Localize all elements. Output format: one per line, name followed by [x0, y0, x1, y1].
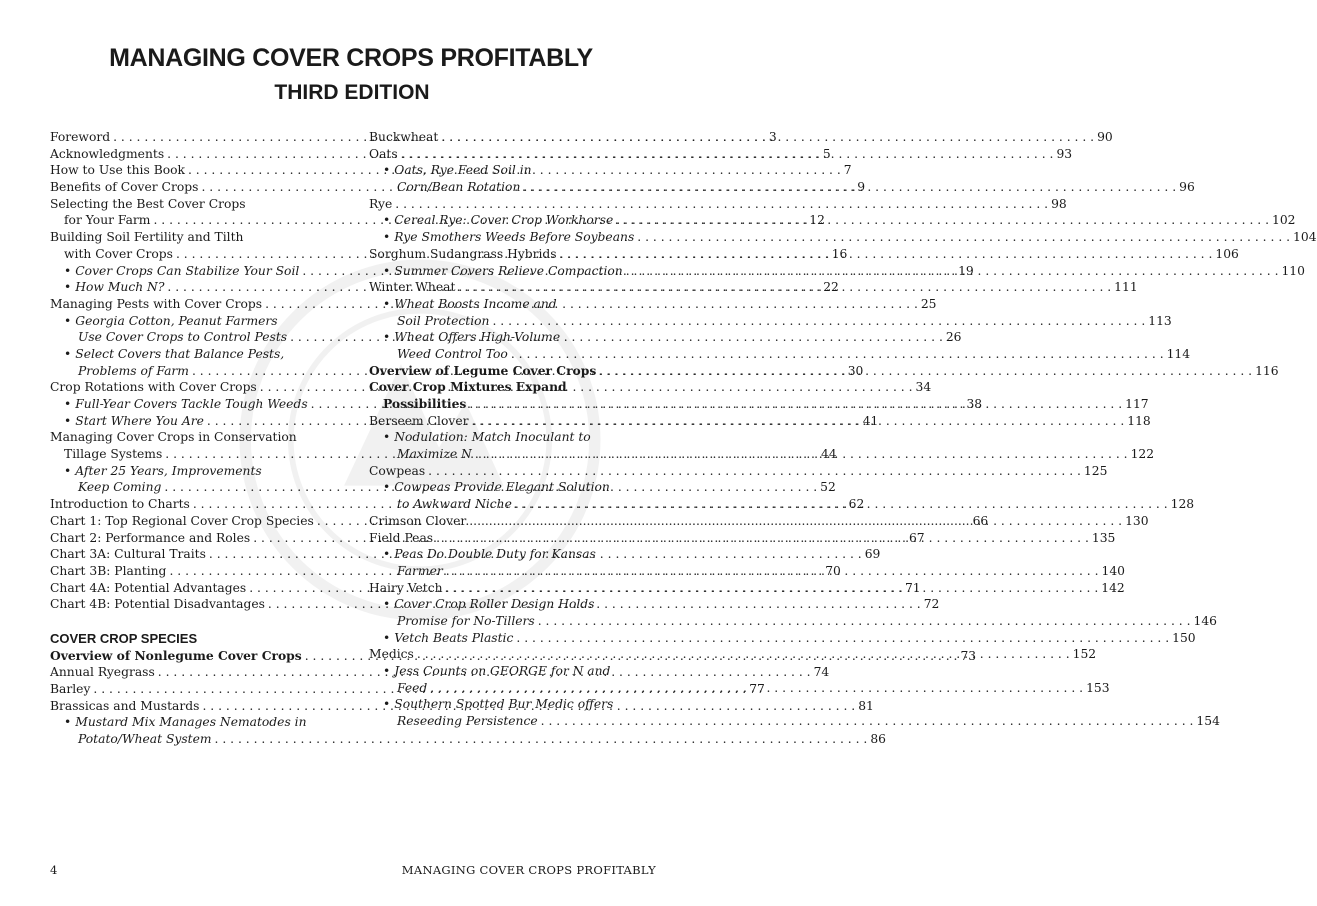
- toc-entry-title: Acknowledgments: [50, 146, 165, 161]
- toc-entry-title: Chart 1: Top Regional Cover Crop Species: [50, 513, 314, 528]
- toc-entry-page: 142: [1101, 580, 1125, 595]
- toc-entry-title: Chart 4A: Potential Advantages: [50, 580, 247, 595]
- page-title: MANAGING COVER CROPS PROFITABLY: [109, 44, 593, 72]
- toc-dot-leader: [557, 246, 1216, 263]
- toc-entry-title: • Jess Counts on GEORGE for N and: [383, 664, 610, 678]
- toc-entry: [369, 696, 649, 713]
- toc-dot-leader: [398, 146, 1057, 163]
- toc-dot-leader: [433, 530, 1092, 547]
- toc-entry-page: 25: [920, 296, 937, 311]
- toc-entry-title: Brassicas and Mustards: [50, 698, 200, 713]
- toc-entry: [50, 429, 330, 446]
- toc-entry-page: 117: [1125, 397, 1149, 411]
- toc-entry-title: for Your Farm: [64, 213, 151, 228]
- toc-entry: [369, 613, 1217, 630]
- toc-dot-leader: [443, 580, 1102, 597]
- toc-entry: [369, 179, 1195, 196]
- toc-entry-title: • After 25 Years, Improvements: [64, 464, 262, 478]
- toc-entry-page: 90: [1097, 130, 1113, 144]
- toc-dot-leader: [392, 196, 1051, 213]
- toc-entry-title: • Cover Crop Roller Design Holds: [383, 597, 594, 611]
- toc-entry: [50, 196, 330, 213]
- toc-dot-leader: [489, 313, 1148, 330]
- toc-entry-page: 122: [1130, 447, 1155, 462]
- toc-entry: [369, 296, 649, 313]
- toc-entry-title: Possibilities: [383, 396, 467, 411]
- toc-entry-title: Benefits of Cover Crops: [50, 180, 199, 195]
- toc-entry-title: with Cover Crops: [64, 246, 173, 261]
- toc-dot-leader: [634, 229, 1293, 246]
- toc-entry-title: • Start Where You Are: [64, 413, 204, 430]
- toc-entry: [369, 229, 1317, 246]
- toc-section-heading: COVER CROP SPECIES: [50, 630, 198, 646]
- toc-entry-page: 146: [1193, 613, 1217, 628]
- toc-entry: [369, 463, 1108, 480]
- toc-entry-page: 71: [904, 580, 921, 595]
- toc-entry-page: 110: [1281, 263, 1305, 278]
- toc-entry: [369, 129, 1113, 146]
- toc-entry-title: Cowpeas: [369, 463, 426, 478]
- toc-entry-page: 77: [749, 682, 765, 696]
- toc-entry-page: 96: [1179, 180, 1195, 195]
- toc-entry-title: Introduction to Charts: [50, 497, 190, 512]
- toc-entry-page: 150: [1172, 630, 1196, 645]
- toc-entry-page: 125: [1083, 463, 1108, 478]
- toc-entry-page: 140: [1101, 563, 1125, 578]
- toc-entry: [369, 196, 1067, 213]
- toc-entry-title: Hairy Vetch: [369, 580, 443, 595]
- toc-entry-title: Use Cover Crops to Control Pests: [78, 330, 288, 345]
- toc-entry: [369, 313, 1172, 330]
- toc-entry-page: 62: [848, 497, 865, 512]
- toc-entry-title: • Mustard Mix Manages Nematodes in: [64, 715, 307, 729]
- toc-entry-page: 26: [945, 330, 962, 345]
- toc-entry-title: Keep Coming: [78, 480, 162, 495]
- toc-entry-title: to Awkward Niche: [397, 497, 512, 512]
- toc-entry: [369, 663, 649, 680]
- toc-entry-page: 104: [1293, 230, 1317, 245]
- toc-entry-title: Chart 2: Performance and Roles: [50, 530, 251, 545]
- toc-entry-page: 111: [1114, 280, 1138, 295]
- toc-entry-title: • Cover Crops Can Stabilize Your Soil: [64, 263, 299, 280]
- toc-dot-leader: [538, 713, 1197, 730]
- toc-entry-title: Overview of Legume Cover Crops: [369, 362, 597, 378]
- toc-entry-page: 116: [1255, 363, 1279, 378]
- toc-entry-title: Maximize N: [397, 447, 472, 462]
- toc-entry-page: 118: [1127, 413, 1151, 428]
- toc-entry-title: Barley: [50, 682, 91, 696]
- toc-entry-title: Corn/Bean Rotation: [397, 180, 521, 195]
- toc-entry-title: Crop Rotations with Cover Crops: [50, 380, 257, 395]
- toc-entry: [50, 714, 330, 731]
- toc-entry-title: Tillage Systems: [64, 447, 163, 462]
- toc-entry-title: Chart 3B: Planting: [50, 563, 167, 578]
- footer-running-title: MANAGING COVER CROPS PROFITABLY: [401, 863, 656, 877]
- toc-entry: [369, 162, 649, 179]
- toc-dot-leader: [613, 212, 1272, 229]
- toc-entry: [50, 313, 330, 330]
- toc-entry-page: 19: [958, 263, 974, 278]
- toc-entry-title: Annual Ryegrass: [50, 665, 155, 680]
- toc-entry-page: 38: [966, 397, 983, 411]
- toc-dot-leader: [513, 630, 1172, 647]
- toc-dot-leader: [425, 463, 1084, 480]
- toc-entry: [369, 596, 649, 613]
- toc-entry-title: Overview of Nonlegume Cover Crops: [50, 647, 302, 663]
- toc-entry-title: Building Soil Fertility and Tilth: [50, 230, 244, 245]
- toc-entry-page: 66: [972, 513, 989, 528]
- toc-entry-page: 52: [820, 480, 836, 495]
- toc-dot-leader: [596, 363, 1255, 380]
- toc-dot-leader: [414, 646, 1073, 663]
- toc-entry-title: Rye: [369, 196, 393, 211]
- toc-entry-title: • Georgia Cotton, Peanut Farmers: [64, 314, 278, 328]
- toc-entry-page: 44: [821, 447, 837, 462]
- toc-entry-title: Sorghum Sudangrass Hybrids: [369, 246, 557, 261]
- toc-entry-page: 102: [1272, 213, 1296, 228]
- toc-entry: [369, 429, 649, 446]
- toc-entry: [369, 346, 1191, 363]
- toc-dot-leader: [212, 731, 871, 748]
- toc-entry: [369, 479, 649, 496]
- toc-entry-page: 67: [908, 530, 925, 545]
- toc-entry-page: 152: [1072, 647, 1097, 662]
- toc-entry-title: Berseem Clover: [369, 413, 469, 428]
- toc-entry: [369, 329, 649, 346]
- toc-entry-title: • Select Covers that Balance Pests,: [64, 347, 284, 361]
- toc-entry: [50, 346, 330, 363]
- page-subtitle: THIRD EDITION: [274, 81, 430, 104]
- toc-entry-page: 106: [1215, 246, 1239, 261]
- toc-dot-leader: [512, 496, 1171, 513]
- toc-dot-leader: [466, 396, 1125, 413]
- toc-entry-page: 73: [960, 648, 977, 663]
- toc-entry-page: 9: [857, 180, 866, 195]
- toc-entry-page: 16: [831, 246, 848, 261]
- toc-entry-title: Managing Pests with Cover Crops: [50, 296, 263, 311]
- toc-entry-title: • Summer Covers Relieve Compaction: [383, 263, 623, 280]
- toc-entry-title: • Wheat Boosts Income and: [383, 297, 557, 311]
- toc-entry: [369, 379, 649, 396]
- toc-entry-page: 114: [1166, 346, 1191, 361]
- toc-entry-title: Problems of Farm: [78, 363, 189, 378]
- toc-dot-leader: [466, 513, 1125, 530]
- footer-page-number: 4: [50, 863, 58, 877]
- toc-entry-title: • Cowpeas Provide Elegant Solution: [383, 480, 610, 494]
- toc-dot-leader: [535, 613, 1194, 630]
- toc-entry-title: • How Much N?: [64, 279, 164, 296]
- toc-entry-page: 81: [858, 698, 874, 713]
- toc-entry-title: • Nodulation: Match Inoculant to: [383, 430, 591, 444]
- toc-entry-page: 130: [1125, 513, 1149, 528]
- toc-entry-title: Weed Control Too: [397, 346, 508, 361]
- toc-entry-title: Selecting the Best Cover Crops: [50, 196, 246, 211]
- toc-entry-title: • Southern Spotted Bur Medic offers: [383, 697, 613, 711]
- toc-entry-page: 154: [1196, 714, 1220, 729]
- toc-entry-title: Oats: [369, 146, 398, 161]
- toc-dot-leader: [443, 563, 1102, 580]
- toc-spacer: [50, 613, 330, 630]
- toc-entry-page: 3: [768, 130, 777, 144]
- toc-entry: [50, 731, 886, 748]
- toc-entry-page: 70: [825, 563, 841, 578]
- toc-entry-page: 5: [822, 146, 831, 161]
- toc-entry-title: Potato/Wheat System: [78, 732, 212, 747]
- toc-entry-page: 22: [823, 280, 839, 295]
- toc-dot-leader: [472, 446, 1131, 463]
- toc-entry-page: 98: [1051, 196, 1067, 211]
- toc-entry-page: 69: [864, 547, 881, 562]
- toc-dot-leader: [468, 413, 1127, 430]
- toc-entry-page: 74: [813, 665, 830, 680]
- toc-dot-leader: [427, 680, 1086, 697]
- toc-entry-title: Feed: [397, 680, 428, 695]
- toc-dot-leader: [438, 129, 1097, 146]
- toc-entry-title: Chart 3A: Cultural Traits: [50, 547, 206, 562]
- toc-entry-title: Managing Cover Crops in Conservation: [50, 430, 297, 445]
- toc-entry-page: 153: [1086, 680, 1110, 695]
- toc-entry-title: • Rye Smothers Weeds Before Soybeans: [383, 229, 634, 246]
- toc-dot-leader: [520, 179, 1179, 196]
- toc-entry-title: Buckwheat: [369, 130, 439, 144]
- toc-entry-title: Promise for No-Tillers: [397, 613, 535, 628]
- toc-entry-page: 12: [809, 213, 825, 228]
- toc-entry-page: 7: [843, 163, 852, 178]
- toc-dot-leader: [455, 279, 1114, 296]
- toc-entry: [369, 713, 1220, 730]
- toc-entry: [369, 146, 1073, 163]
- toc-entry-title: • Vetch Beats Plastic: [383, 630, 513, 647]
- toc-entry-title: • Wheat Offers High-Volume: [383, 330, 560, 344]
- toc-entry: [50, 463, 330, 480]
- toc-dot-leader: [508, 346, 1167, 363]
- toc-entry-page: 113: [1148, 313, 1172, 328]
- toc-entry-title: Reseeding Persistence: [397, 714, 538, 729]
- toc-entry-title: How to Use this Book: [50, 163, 185, 178]
- toc-entry-title: Cover Crop Mixtures Expand: [369, 379, 567, 395]
- toc-entry-title: Chart 4B: Potential Disadvantages: [50, 597, 265, 612]
- toc-entry-title: Farmer: [397, 563, 443, 578]
- toc-entry-page: 41: [862, 413, 879, 428]
- toc-entry-title: • Oats, Rye Feed Soil in: [383, 163, 532, 177]
- toc-entry-page: 86: [870, 732, 886, 747]
- toc-entry-title: Winter Wheat: [369, 280, 456, 295]
- toc-entry-page: 93: [1056, 146, 1073, 161]
- toc-entry-title: • Full-Year Covers Tackle Tough Weeds: [64, 396, 308, 413]
- toc-entry-page: 135: [1091, 530, 1116, 545]
- toc-entry-title: Medics: [369, 647, 414, 662]
- toc-entry-title: Soil Protection: [397, 313, 490, 328]
- toc-entry-page: 128: [1170, 497, 1195, 512]
- toc-entry: [50, 229, 330, 246]
- toc-entry-title: Field Peas: [369, 530, 434, 545]
- toc-entry-title: • Peas Do Double Duty for Kansas: [383, 547, 596, 561]
- toc-entry-page: 34: [915, 380, 932, 395]
- toc-entry-title: • Cereal Rye: Cover Crop Workhorse: [383, 212, 613, 229]
- toc-entry-page: 72: [923, 597, 940, 612]
- toc-entry-page: 30: [847, 363, 864, 378]
- toc-entry-title: Crimson Clover: [369, 513, 467, 528]
- toc-entry-title: Foreword: [50, 130, 111, 144]
- toc-entry: [369, 630, 1196, 647]
- toc-dot-leader: [623, 263, 1282, 280]
- toc-entry: [369, 546, 649, 563]
